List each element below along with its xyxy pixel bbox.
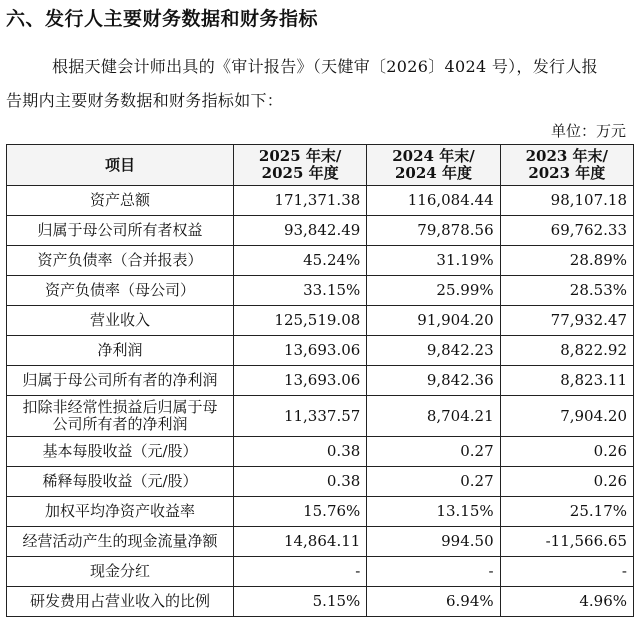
row-label: 加权平均净资产收益率 — [7, 497, 234, 527]
value-2025: 13,693.06 — [233, 366, 366, 396]
row-label: 归属于母公司所有者权益 — [7, 216, 234, 246]
row-label: 稀释每股收益（元/股） — [7, 467, 234, 497]
value-2024: 9,842.36 — [367, 366, 500, 396]
table-row — [7, 557, 634, 587]
header-2025-line1: 2025 年末/ — [258, 147, 342, 165]
value-2023: 28.89% — [500, 246, 633, 276]
value-2024: 8,704.21 — [367, 396, 500, 437]
table-row — [7, 276, 634, 306]
row-label — [7, 396, 234, 437]
value-2024: 31.19% — [367, 246, 500, 276]
value-2024: - — [367, 557, 500, 587]
intro-line-1: 根据天健会计师出具的《审计报告》（天健审〔2026〕4024 号），发行人报 — [52, 57, 598, 76]
value-2024: 25.99% — [367, 276, 500, 306]
header-2024-line1: 2024 年末/ — [392, 147, 475, 165]
value-2023: 77,932.47 — [500, 306, 633, 336]
intro-paragraph — [6, 50, 634, 118]
section-title: 六、发行人主要财务数据和财务指标 — [6, 8, 319, 30]
header-2023-line2: 2023 年度 — [528, 164, 606, 182]
header-2023 — [500, 145, 633, 186]
value-2025: 0.38 — [233, 437, 366, 467]
value-2025: 15.76% — [233, 497, 366, 527]
row-label: 营业收入 — [7, 306, 234, 336]
value-2023: 25.17% — [500, 497, 633, 527]
value-2023: 0.26 — [500, 467, 633, 497]
value-2024: 994.50 — [367, 527, 500, 557]
value-2025: 14,864.11 — [233, 527, 366, 557]
row-label: 基本每股收益（元/股） — [7, 437, 234, 467]
value-2023: 8,822.92 — [500, 336, 633, 366]
value-2024: 79,878.56 — [367, 216, 500, 246]
value-2023: -11,566.65 — [500, 527, 633, 557]
table-row — [7, 437, 634, 467]
row-label: 资产总额 — [7, 186, 234, 216]
value-2023: 8,823.11 — [500, 366, 633, 396]
table-body — [7, 186, 634, 617]
value-2024: 116,084.44 — [367, 186, 500, 216]
value-2023: 28.53% — [500, 276, 633, 306]
table-header — [7, 145, 634, 186]
value-2024: 9,842.23 — [367, 336, 500, 366]
value-2023: 7,904.20 — [500, 396, 633, 437]
header-2025 — [233, 145, 366, 186]
table-row — [7, 216, 634, 246]
value-2025: 33.15% — [233, 276, 366, 306]
value-2024: 6.94% — [367, 587, 500, 617]
row-label-line1: 扣除非经常性损益后归属于母 — [22, 398, 218, 416]
row-label: 资产负债率（母公司） — [7, 276, 234, 306]
value-2024: 13.15% — [367, 497, 500, 527]
table-row — [7, 186, 634, 216]
unit-label: 单位：万元 — [550, 122, 626, 140]
table-row — [7, 497, 634, 527]
row-label-line2: 公司所有者的净利润 — [52, 415, 188, 433]
financial-table — [6, 144, 634, 617]
header-item: 项目 — [7, 145, 234, 186]
table-row — [7, 306, 634, 336]
value-2023: 0.26 — [500, 437, 633, 467]
value-2024: 91,904.20 — [367, 306, 500, 336]
header-2024 — [367, 145, 500, 186]
value-2025: 45.24% — [233, 246, 366, 276]
value-2025: 171,371.38 — [233, 186, 366, 216]
header-2024-line2: 2024 年度 — [394, 164, 472, 182]
value-2025: 125,519.08 — [233, 306, 366, 336]
value-2024: 0.27 — [367, 437, 500, 467]
table-row — [7, 366, 634, 396]
value-2025: 5.15% — [233, 587, 366, 617]
value-2025: 0.38 — [233, 467, 366, 497]
value-2025: - — [233, 557, 366, 587]
value-2025: 11,337.57 — [233, 396, 366, 437]
header-2025-line2: 2025 年度 — [261, 164, 339, 182]
header-2023-line1: 2023 年末/ — [525, 147, 609, 165]
row-label: 归属于母公司所有者的净利润 — [7, 366, 234, 396]
table-row — [7, 336, 634, 366]
table-row — [7, 587, 634, 617]
table-row — [7, 527, 634, 557]
row-label: 现金分红 — [7, 557, 234, 587]
table-row — [7, 467, 634, 497]
row-label: 经营活动产生的现金流量净额 — [7, 527, 234, 557]
value-2023: 4.96% — [500, 587, 633, 617]
intro-line-2: 告期内主要财务数据和财务指标如下： — [6, 91, 284, 110]
value-2025: 93,842.49 — [233, 216, 366, 246]
row-label: 净利润 — [7, 336, 234, 366]
value-2024: 0.27 — [367, 467, 500, 497]
table-row — [7, 396, 634, 437]
value-2023: 98,107.18 — [500, 186, 633, 216]
row-label: 资产负债率（合并报表） — [7, 246, 234, 276]
header-row — [7, 145, 634, 186]
value-2023: - — [500, 557, 633, 587]
row-label: 研发费用占营业收入的比例 — [7, 587, 234, 617]
value-2025: 13,693.06 — [233, 336, 366, 366]
value-2023: 69,762.33 — [500, 216, 633, 246]
table-row — [7, 246, 634, 276]
